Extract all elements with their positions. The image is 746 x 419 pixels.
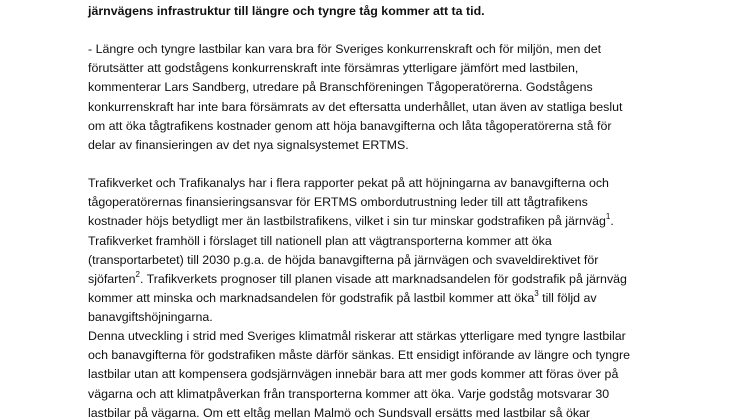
text-line: kostnader höjs betydligt mer än lastbilstrafikens, vilket i sin tur minskar godstrafiken på järnväg$^1$. xyxy=(88,212,614,229)
text-segment: kommer att minska och marknadsandelen för godstrafik på lastbil kommer att öka xyxy=(88,291,535,306)
footnote-marker: 3 xyxy=(534,289,539,299)
text-segment: till följd av xyxy=(538,291,597,306)
bold-intro-paragraph xyxy=(88,2,668,21)
text-line: delar av finansieringen av det nya signalsystemet ERTMS. xyxy=(88,138,409,153)
text-segment: kostnader höjs betydligt mer än lastbilstrafikens, vilket i sin tur minskar godstrafiken på järnväg xyxy=(88,214,606,229)
footnote-marker: 1 xyxy=(605,212,611,222)
text-line: Trafikverket och Trafikanalys har i flera rapporter pekat på att höjningarna av banavgifterna och xyxy=(88,176,609,190)
text-line: (transportarbetet) till 2030 p.g.a. de höjda banavgifterna på järnvägen och svaveldirektivet för xyxy=(88,252,599,267)
text-line: Denna utveckling i strid med Sveriges klimatmål riskerar att stärkas ytterligare med tyngre lastbilar xyxy=(88,329,626,343)
text-line: lastbilar på vägarna. Om ett eltåg mellan Malmö och Sundsvall ersätts med lastbilar så ökar xyxy=(88,405,591,419)
text-segment: sjöfarten xyxy=(88,272,136,287)
footnote-marker: 2 xyxy=(135,269,140,279)
text-line: banavgiftshöjningarna. xyxy=(88,310,213,325)
text-line: Trafikverket framhöll i förslaget till nationell plan att vägtransporterna kommer att öka xyxy=(88,233,552,248)
text-line: konkurrenskraft har inte bara försämrats av det eftersatta underhållet, utan även av statliga beslut xyxy=(88,99,623,114)
text-line: järnvägens infrastruktur till längre och tyngre tåg kommer att ta tid. xyxy=(88,4,485,18)
text-line xyxy=(88,270,668,289)
text-line: kommenterar Lars Sandberg, utredare på Branschföreningen Tågoperatörerna. Godstågens xyxy=(88,80,593,95)
text-segment: . Trafikverkets prognoser till planen visade att marknadsandelen för godstrafik på järnväg xyxy=(139,272,627,287)
text-line: vägarna och att klimatpåverkan från transporterna kommer att öka. Varje godståg motsvarar 30 xyxy=(88,386,610,401)
text-line: förutsätter att godstågens konkurrenskraft inte försämras ytterligare jämfört med lastbilen, xyxy=(88,61,579,76)
trafikverket-paragraph xyxy=(88,174,668,328)
text-line: - Längre och tyngre lastbilar kan vara bra för Sveriges konkurrenskraft och för miljön, men det xyxy=(88,42,602,56)
climate-paragraph xyxy=(88,327,668,419)
text-line: tågoperatörernas finansieringsansvar för ERTMS ombordutrustning leder till att tågtrafikens xyxy=(88,195,588,210)
text-line: lastbilar utan att kompensera godsjärnvägen innebär bara att mer gods kommer att föras över på xyxy=(88,367,619,382)
quote-paragraph xyxy=(88,40,668,155)
text-line xyxy=(88,289,668,308)
text-line: om att öka tågtrafikens kostnader genom att höja banavgifterna och låta tågoperatörerna stå för xyxy=(88,118,612,133)
text-line: och banavgifterna för godstrafiken måste därför sänkas. Ett ensidigt införande av längre och tyngre xyxy=(88,348,631,363)
